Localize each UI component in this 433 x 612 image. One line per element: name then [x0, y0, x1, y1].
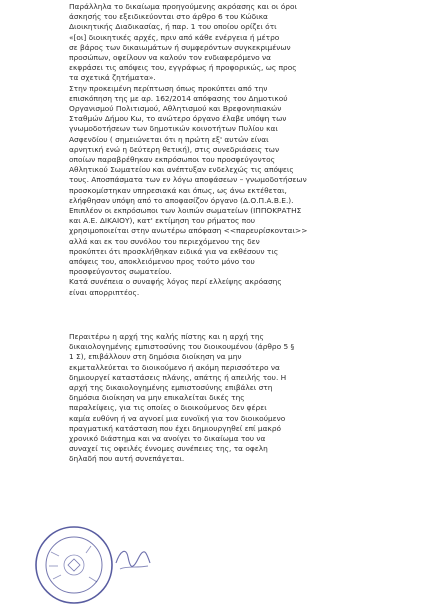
- block1-line: προσκομίστηκαν υπηρεσιακά και όπως, ως άνω εκτέθεται,: [69, 185, 287, 195]
- block1-line: τους. Αποσπάσματα των εν λόγω αποφάσεων – γνωμοδοτήσεων: [69, 175, 307, 185]
- block2-line: καμία ευθύνη ή να αγνοεί μια ευνοϊκή για τον διοικούμενο: [69, 413, 286, 423]
- block2-line: δηλαδή που αυτή συνεπάγεται.: [69, 454, 185, 464]
- block1-line: επισκόπηση της με αρ. 162/2014 απόφασης του Δημοτικού: [69, 93, 288, 103]
- block1-line: απόψεις του, αποκλειόμενου προς τούτο μόνο του: [69, 257, 255, 267]
- block1-line: Οργανισμού Πολιτισμού, Αθλητισμού και Βρεφονηπιακών: [69, 104, 282, 114]
- block1-line: είναι απορριπτέος.: [69, 287, 140, 297]
- block1-line: Ασφενδίου ( σημειώνεται ότι η πρώτη εξ' αυτών είναι: [69, 134, 269, 144]
- signature-mark: [110, 533, 155, 583]
- block2-line: Περαιτέρω η αρχή της καλής πίστης και η αρχή της: [69, 332, 264, 341]
- block1-line: τα σχετικά ζητήματα».: [69, 73, 156, 83]
- block1-line: εκφράσει τις απόψεις του, εγγράφως ή προφορικώς, ως προς: [69, 63, 297, 73]
- block1-line: Κατά συνέπεια ο συναφής λόγος περί ελλείψης ακρόασης: [69, 277, 282, 287]
- official-seal-stamp: [31, 522, 117, 608]
- block2-line: 1 Σ), επιβάλλουν στη δημόσια διοίκηση να μην: [69, 352, 242, 362]
- block1-line: Στην προκειμένη περίπτωση όπως προκύπτει από την: [69, 83, 268, 93]
- block2-line: συναχεί τις οφειλές έννομες συνέπειες της, τα οφελη: [69, 444, 268, 454]
- block1-line: προκύπτει ότι προσκλήθηκαν ειδικά για να εκθέσουν τις: [69, 246, 279, 256]
- block2-line: χρονικό διάστημα και να ανοίγει το δικαίωμα του να: [69, 434, 266, 444]
- block1-line: προσώπων, οφείλουν να καλούν τον ενδιαφερόμενο να: [69, 53, 272, 63]
- block2-line: αρχή της δικαιολογημένης εμπιστοσύνης επιβάλει στη: [69, 383, 273, 393]
- block1-line: ελήφθησαν υπόψη από το αποφασίζον όργανο (Δ.Ο.Π.Α.Β.Ε.).: [69, 195, 294, 205]
- block1-line: Σταθμών Δήμου Κω, το ανώτερο όργανο έλαβε υπόψη των: [69, 114, 287, 124]
- block1-line: αλλά και εκ του συνόλου του περιεχόμενου της δεν: [69, 236, 260, 246]
- text-block-acroasis: [69, 2, 374, 298]
- block1-line: χρησιμοποιείται στην ανωτέρω απόφαση <<παρευρίσκονται>>: [69, 226, 308, 236]
- block1-line: οποίων παραβρέθηκαν εκπρόσωποι του προσφεύγοντος: [69, 155, 275, 165]
- block1-line: αρνητική ενώ η δεύτερη θετική), στις συνεδριάσεις των: [69, 144, 280, 154]
- block2-line: παραλείψεις, για τις οποίες ο διοικούμενος δεν φέρει: [69, 403, 267, 413]
- block1-line: «[οι] διοικητικές αρχές, πριν από κάθε ενέργεια ή μέτρο: [69, 32, 280, 42]
- block1-line: γνωμοδοτήσεων των δημοτικών κοινοτήτων Πυλίου και: [69, 124, 278, 134]
- block1-line: άσκησής του εξειδικεύονται στο άρθρο 6 του Κώδικα: [69, 12, 268, 22]
- block1-line: και Α.Ε. ΔΙΚΑΙΟΥ), κατ' εκτίμηση του ρήματος που: [69, 216, 255, 226]
- block2-line: δημόσια διοίκηση να μην επικαλείται δικές της: [69, 393, 245, 403]
- block1-line: Παράλληλα το δικαίωμα προηγούμενης ακρόασης και οι όροι: [69, 2, 297, 11]
- block1-line: σε βάρος των δικαιωμάτων ή συμφερόντων συγκεκριμένων: [69, 42, 291, 52]
- block1-line: Διοικητικής Διαδικασίας, ή παρ. 1 του οποίου ορίζει ότι: [69, 22, 277, 32]
- block2-line: εκμεταλλεύεται το διοικούμενο ή ακόμη περισσότερο να: [69, 362, 280, 372]
- block1-line: Αθλητικού Σωματείου και ανέπτυξαν ενδελεχώς τις απόψεις: [69, 165, 294, 175]
- block2-line: πραγματική κατάσταση που έχει δημιουργηθεί επί μακρό: [69, 423, 282, 433]
- block1-line: προσφεύγοντος σωματείου.: [69, 267, 172, 277]
- text-block-kali-pisti: [69, 332, 374, 465]
- block1-line: Επιπλέον οι εκπρόσωποι των λοιπών σωματείων (ΙΠΠΟΚΡΑΤΗΣ: [69, 206, 302, 216]
- block2-line: δημιουργεί καταστάσεις πλάνης, απάτης ή απειλής του. Η: [69, 372, 287, 382]
- block2-line: δικαιολογημένης εμπιστοσύνης του διοικουμένου (άρθρο 5 §: [69, 342, 295, 352]
